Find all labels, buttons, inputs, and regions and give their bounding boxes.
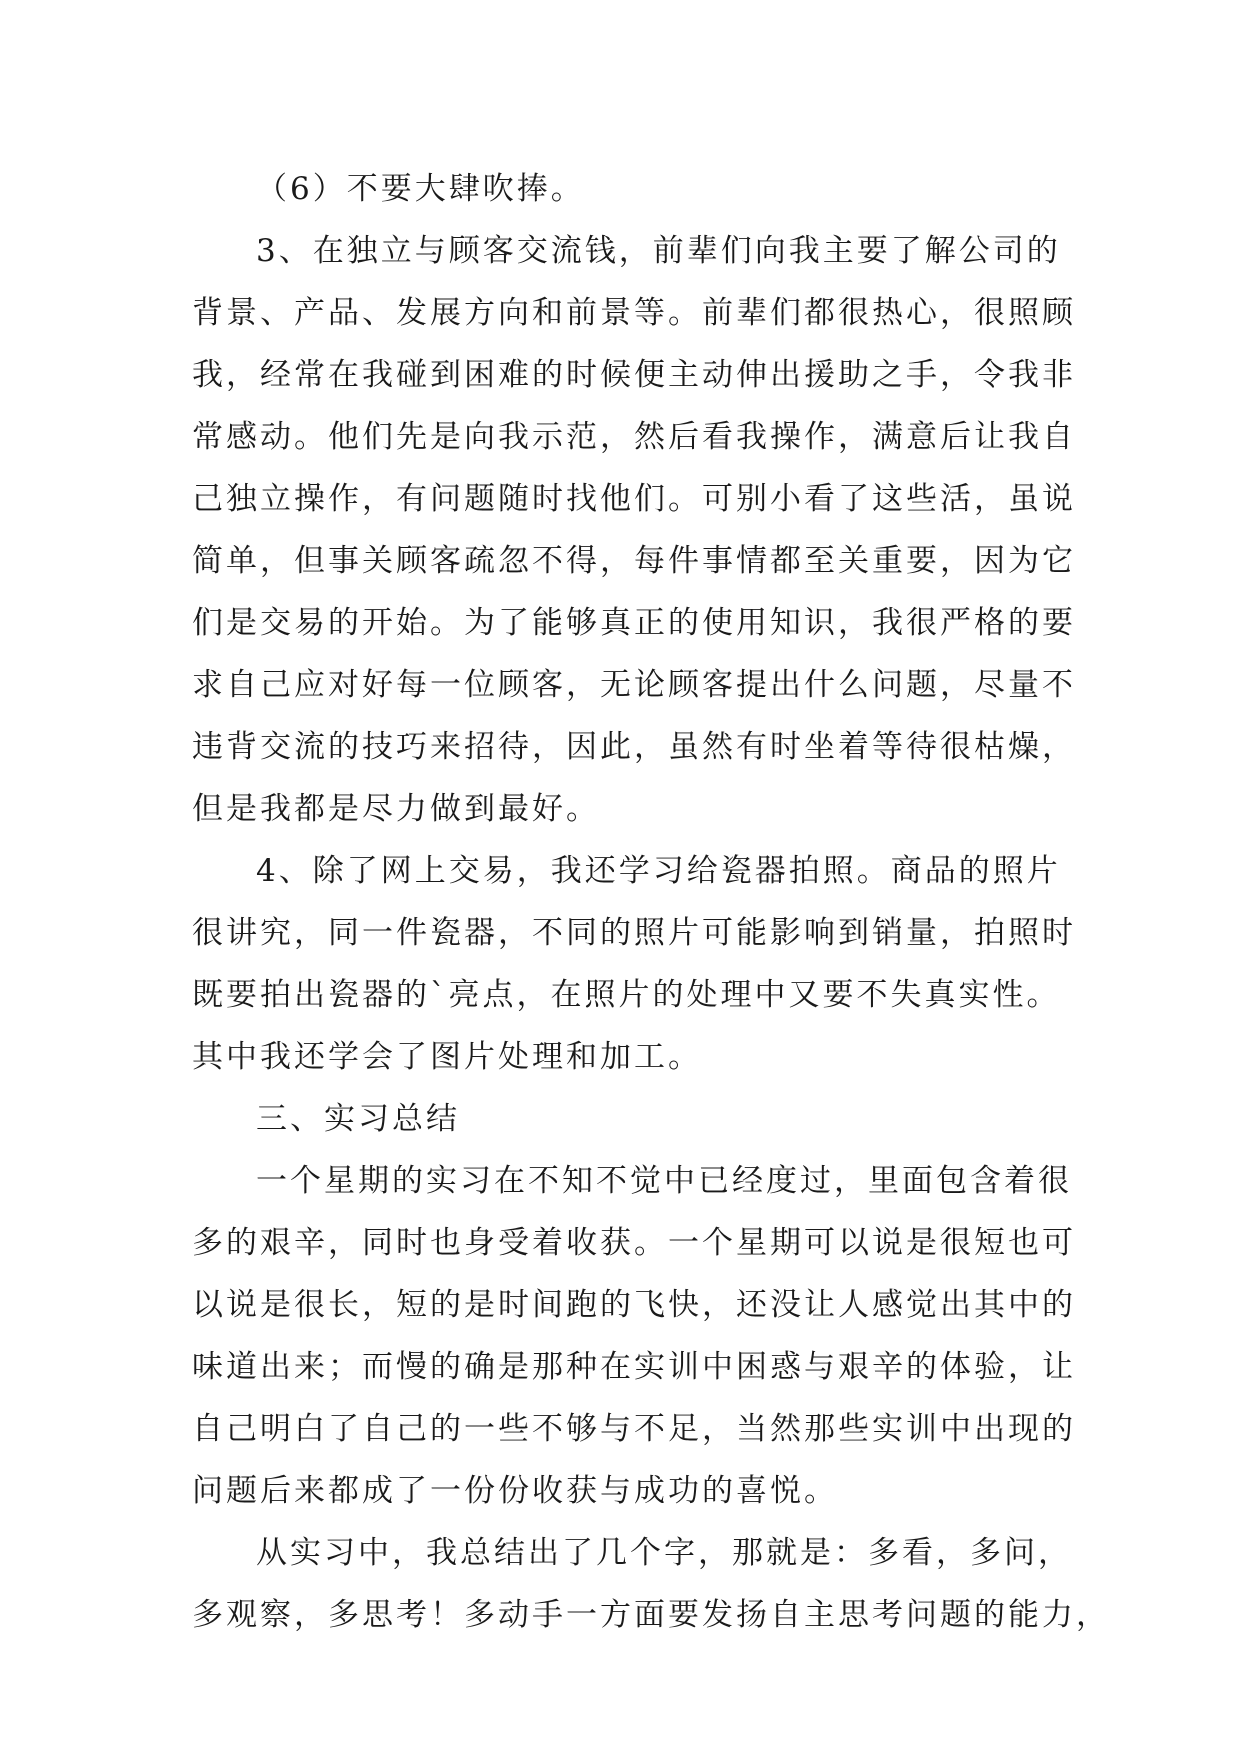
text-line: 己独立操作，有问题随时找他们。可别小看了这些活，虽说 xyxy=(192,481,1076,517)
text-line: 4、除了网上交易，我还学习给瓷器拍照。商品的照片 xyxy=(256,853,1061,889)
text-line: 但是我都是尽力做到最好。 xyxy=(192,791,600,827)
text-line: 一个星期的实习在不知不觉中已经度过，里面包含着很 xyxy=(256,1163,1072,1199)
text-line: 们是交易的开始。为了能够真正的使用知识，我很严格的要 xyxy=(192,605,1076,641)
text-line: 三、实习总结 xyxy=(256,1101,460,1137)
text-line: 既要拍出瓷器的`亮点，在照片的处理中又要不失真实性。 xyxy=(192,977,1061,1013)
text-line: 我，经常在我碰到困难的时候便主动伸出援助之手，令我非 xyxy=(192,357,1076,393)
text-line: 违背交流的技巧来招待，因此，虽然有时坐着等待很枯燥， xyxy=(192,729,1076,765)
text-line: 味道出来；而慢的确是那种在实训中困惑与艰辛的体验，让 xyxy=(192,1349,1076,1385)
text-line: 自己明白了自己的一些不够与不足，当然那些实训中出现的 xyxy=(192,1411,1076,1447)
text-line: 从实习中，我总结出了几个字，那就是：多看，多问， xyxy=(256,1535,1072,1571)
text-line: 简单，但事关顾客疏忽不得，每件事情都至关重要，因为它 xyxy=(192,543,1076,579)
text-line: 3、在独立与顾客交流钱，前辈们向我主要了解公司的 xyxy=(256,233,1061,269)
text-line: 很讲究，同一件瓷器，不同的照片可能影响到销量，拍照时 xyxy=(192,915,1076,951)
text-line: 其中我还学会了图片处理和加工。 xyxy=(192,1039,702,1075)
text-line: 以说是很长，短的是时间跑的飞快，还没让人感觉出其中的 xyxy=(192,1287,1076,1323)
text-line: 多观察，多思考！多动手一方面要发扬自主思考问题的能力， xyxy=(192,1597,1110,1633)
text-line: 问题后来都成了一份份收获与成功的喜悦。 xyxy=(192,1473,838,1509)
text-line: 多的艰辛，同时也身受着收获。一个星期可以说是很短也可 xyxy=(192,1225,1076,1261)
text-line: 常感动。他们先是向我示范，然后看我操作，满意后让我自 xyxy=(192,419,1076,455)
text-line: （6）不要大肆吹捧。 xyxy=(256,171,585,207)
text-line: 背景、产品、发展方向和前景等。前辈们都很热心，很照顾 xyxy=(192,295,1076,331)
document-page xyxy=(192,158,1110,1646)
text-line: 求自己应对好每一位顾客，无论顾客提出什么问题，尽量不 xyxy=(192,667,1076,703)
